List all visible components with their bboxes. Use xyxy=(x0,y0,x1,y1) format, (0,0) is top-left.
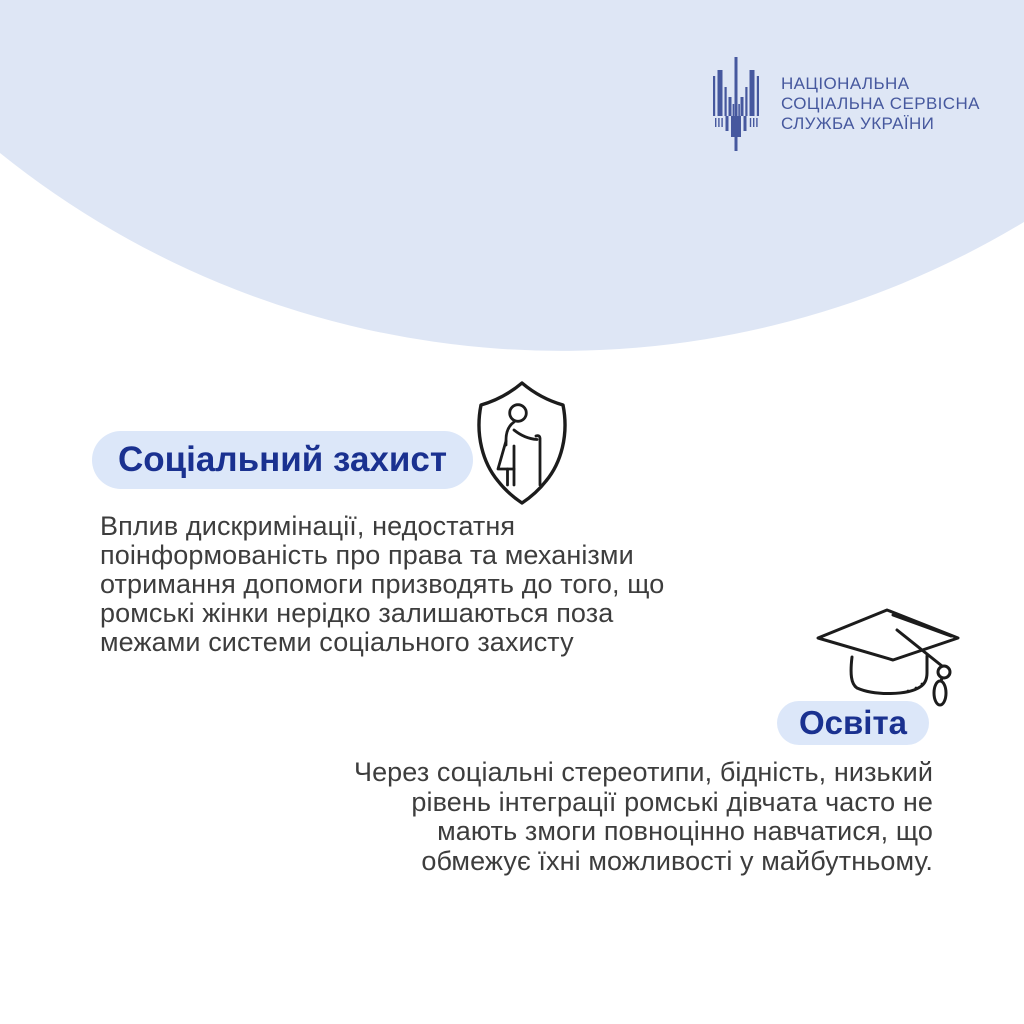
paragraph-line: Вплив дискримінації, недостатня xyxy=(100,511,516,541)
header-arc-background xyxy=(0,0,1024,400)
paragraph-line: поінформованість про права та механізми xyxy=(100,540,634,570)
shield-elderly-person-icon xyxy=(470,379,574,509)
education-paragraph xyxy=(285,758,933,876)
paragraph-line: отримання допомоги призводять до того, що xyxy=(100,569,665,599)
section-title-label: Соціальний захист xyxy=(118,440,447,479)
section-title-label: Освіта xyxy=(799,704,907,741)
trident-bars-logo-icon xyxy=(713,57,759,151)
org-name xyxy=(781,74,980,133)
paragraph-line: обмежує їхні можливості у майбутньому. xyxy=(421,845,933,876)
section-title-education xyxy=(777,701,929,745)
graduation-cap-icon xyxy=(813,602,963,717)
section-title-social-protection xyxy=(92,431,473,489)
paragraph-line: межами системи соціального захисту xyxy=(100,627,574,657)
social-protection-paragraph xyxy=(100,512,664,657)
paragraph-line: рівень інтеграції ромські дівчата часто не xyxy=(411,786,933,817)
paragraph-line: ромські жінки нерідко залишаються поза xyxy=(100,598,614,628)
org-name-line: НАЦІОНАЛЬНА xyxy=(781,74,910,93)
org-name-line: СЛУЖБА УКРАЇНИ xyxy=(781,113,935,133)
org-name-line: СОЦІАЛЬНА СЕРВІСНА xyxy=(781,93,980,113)
paragraph-line: мають змоги повноцінно навчатися, що xyxy=(437,816,933,846)
paragraph-line: Через соціальні стереотипи, бідність, низький xyxy=(353,757,933,787)
